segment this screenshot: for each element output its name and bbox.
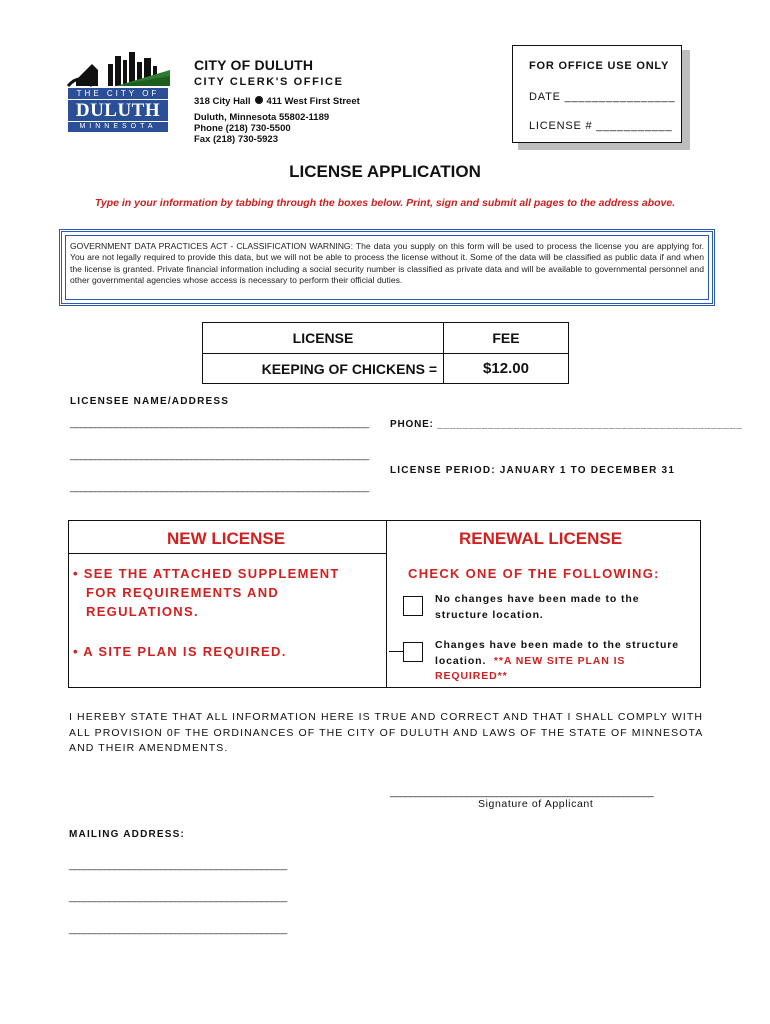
supplement-bullet-line1: • SEE THE ATTACHED SUPPLEMENT bbox=[73, 566, 340, 581]
statement-line3: AND THEIR AMENDMENTS. bbox=[69, 742, 229, 754]
fee-column-header: FEE bbox=[444, 323, 569, 354]
new-license-header-divider bbox=[69, 553, 386, 554]
check-one-heading: CHECK ONE OF THE FOLLOWING: bbox=[408, 566, 660, 581]
mailing-address-line-3[interactable]: ___________________________________________ bbox=[69, 924, 287, 935]
supplement-bullet-line3: REGULATIONS. bbox=[86, 604, 199, 619]
changes-made-checkbox[interactable] bbox=[403, 642, 423, 662]
licensee-name-line[interactable]: ___________________________________________________________ bbox=[70, 418, 369, 429]
changes-made-text-1: Changes have been made to the structure bbox=[435, 639, 679, 651]
clerk-office: CITY CLERK'S OFFICE bbox=[194, 76, 344, 88]
address-part1: 318 City Hall bbox=[194, 96, 251, 107]
fee-amount-cell: $12.00 bbox=[444, 354, 569, 384]
column-divider bbox=[386, 521, 387, 687]
new-site-plan-required: **A NEW SITE PLAN IS bbox=[493, 654, 626, 667]
licensee-address-line-2[interactable]: ___________________________________________________________ bbox=[70, 482, 369, 493]
licensee-label: LICENSEE NAME/ADDRESS bbox=[70, 396, 230, 407]
license-period: LICENSE PERIOD: JANUARY 1 TO DECEMBER 31 bbox=[390, 465, 676, 476]
city-name: CITY OF DULUTH bbox=[194, 57, 314, 73]
address-part2: 411 West First Street bbox=[266, 96, 360, 107]
statement-line2: ALL PROVISION 0F THE ORDINANCES OF THE CITY OF DULUTH AND LAWS OF THE STATE OF MINNESOTA bbox=[69, 726, 704, 739]
no-changes-checkbox[interactable] bbox=[403, 596, 423, 616]
fax-number: Fax (218) 730-5923 bbox=[194, 134, 278, 145]
fee-table bbox=[202, 322, 569, 384]
office-use-title: FOR OFFICE USE ONLY bbox=[529, 60, 670, 72]
supplement-bullet-line2: FOR REQUIREMENTS AND bbox=[86, 585, 280, 600]
city-of-duluth-logo bbox=[66, 50, 170, 132]
office-date-field: DATE ________________ bbox=[529, 91, 676, 103]
logo-top-text: THE CITY OF bbox=[76, 89, 160, 98]
logo-main-text: DULUTH bbox=[75, 100, 161, 121]
bullet-dot-icon bbox=[255, 96, 263, 104]
classification-warning-box bbox=[59, 229, 715, 306]
city-zip: Duluth, Minnesota 55802-1189 bbox=[194, 112, 330, 123]
form-title: LICENSE APPLICATION bbox=[289, 162, 481, 181]
phone-number: Phone (218) 730-5500 bbox=[194, 123, 291, 134]
mailing-address-line-2[interactable]: ___________________________________________ bbox=[69, 892, 287, 903]
no-changes-text-1: No changes have been made to the bbox=[435, 593, 640, 605]
no-changes-option bbox=[435, 592, 639, 623]
logo-bottom-text: MINNESOTA bbox=[79, 123, 157, 130]
compliance-statement bbox=[69, 710, 709, 757]
mailing-address-label: MAILING ADDRESS: bbox=[69, 829, 186, 840]
new-site-plan-required-2: REQUIRED** bbox=[435, 670, 508, 682]
mailing-address-line-1[interactable]: ___________________________________________ bbox=[69, 860, 287, 871]
classification-warning-text: GOVERNMENT DATA PRACTICES ACT - CLASSIFICATION WARNING: The data you supply on this form will be used to process the license you are applying for. You are not legally required to provide this data, but we will not be able to process the license without it. Some of the data will be classified as public data if and when the license is granted. Private financial information including a social security number is classified as private data and will be available to governmental personnel and other governmental agencies whose access is necessary to perform their official duties. bbox=[65, 235, 709, 300]
changes-made-text-2: location. bbox=[435, 654, 487, 667]
new-license-title: NEW LICENSE bbox=[167, 529, 286, 548]
form-instructions: Type in your information by tabbing through the boxes below. Print, sign and submit all pages to the address above. bbox=[94, 197, 676, 209]
license-type-cell: KEEPING OF CHICKENS = bbox=[203, 354, 444, 384]
license-column-header: LICENSE bbox=[203, 323, 444, 354]
signature-line[interactable]: ____________________________________________________ bbox=[390, 787, 654, 798]
checkbox-leader-line bbox=[389, 651, 403, 652]
office-use-box bbox=[512, 45, 682, 143]
renewal-license-title: RENEWAL LICENSE bbox=[459, 529, 623, 548]
no-changes-text-2: structure location. bbox=[435, 608, 544, 621]
street-address bbox=[194, 96, 360, 107]
phone-field[interactable]: PHONE: ________________________________________________ bbox=[390, 419, 743, 430]
changes-made-option bbox=[435, 638, 679, 685]
license-type-box bbox=[68, 520, 701, 688]
licensee-address-line-1[interactable]: ___________________________________________________________ bbox=[70, 450, 369, 461]
statement-line1: I HEREBY STATE THAT ALL INFORMATION HERE IS TRUE AND CORRECT AND THAT I SHALL COMPLY WITH bbox=[69, 711, 704, 723]
signature-label: Signature of Applicant bbox=[478, 798, 594, 810]
office-license-number-field: LICENSE # ___________ bbox=[529, 120, 673, 132]
site-plan-bullet: • A SITE PLAN IS REQUIRED. bbox=[73, 644, 287, 659]
